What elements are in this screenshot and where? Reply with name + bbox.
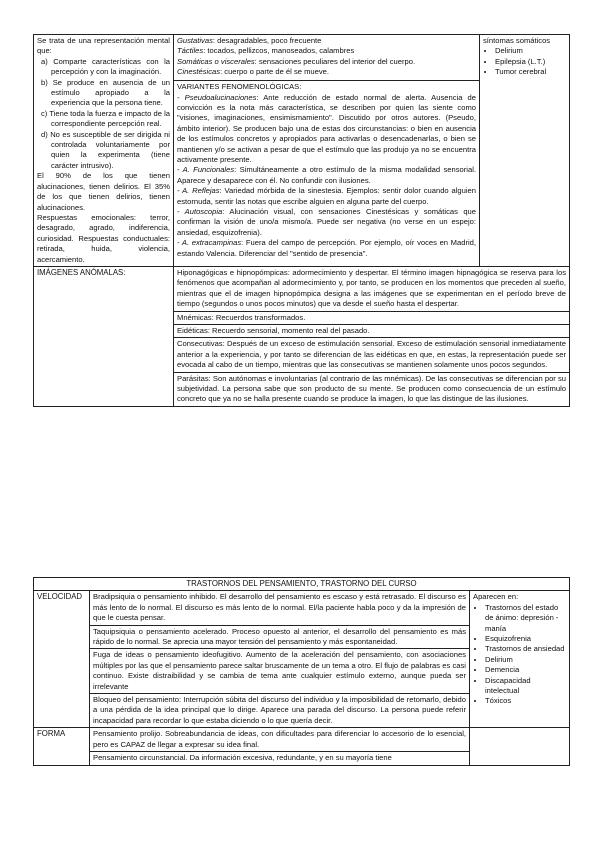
definition-item-b: b) Se produce en ausencia de un estímulo apropiado a la experiencia que la persona tiene. <box>41 77 170 108</box>
definition-item-a: a) Comparte características con la percepción y con la imaginación. <box>41 56 170 77</box>
desc: : Son autónomas e involuntarias (al contrario de las mnémicas). De las consecutivas se diferencian por su subjetividad. La persona sabe que son producto de su mente. Se producen como consecuencia de un estímulo concreto que ya no se halla presente cuando se produce la imagen, lo que las distingue de las ilusiones. <box>177 373 566 404</box>
term: - Autoscopia <box>177 206 223 216</box>
definition-cell <box>34 35 174 267</box>
forma-circunstancial: Pensamiento circunstancial. Da información excesiva, redundante, y en su mayoría tiene <box>90 752 470 765</box>
term: - A. Funcionales <box>177 165 235 175</box>
term: Parásitas <box>177 373 209 383</box>
desc: : adormecimiento y despertar. El término imagen hipnagógica se reserva para los fenómenos que acompañan al adormecimiento y, por tanto, se producen en los momentos que preceden al sueño, mientras que el de imagen hipnopómpica designa a las imágenes que se experimentan en el período breve de tiempo (segundos o unos pocos minutos) que va desde el sueño hasta el despertar. <box>177 267 567 309</box>
desc: : sensaciones peculiares del interior del cuerpo. <box>254 56 416 66</box>
cause-item: • Delirium <box>495 46 566 56</box>
desc: : Ante reducción de estado normal de alerta. Ausencia de convicción es la nota más característica, se describen por quien las siente como "visiones, imaginaciones, ensimismamiento". Discutido por otros autores. (Pseudo, ámbito interior). Se producen bajo una de estas dos circunstancias: o bien en ausencia de los estímulos concretos y apropiados para activarlas o desencadenarlas, o bien se mantienen y/o se activan a pesar de que el estímulo que las produjo ya no se encuentra activamente presente. <box>177 92 476 164</box>
statistics-text: El 90% de los que tienen alucinaciones, tienen delirios. El 35% de los que tienen delirios, tienen alucinaciones. <box>37 171 170 212</box>
forma-prolijo: Pensamiento prolijo. Sobreabundancia de ideas, con dificultades para diferenciar lo accesorio de lo esencial, pero es CAPAZ de llegar a expresar su idea final. <box>90 728 470 752</box>
desc: : Fuera del campo de percepción. Por ejemplo, oír voces en Madrid, estando Valencia. Diferenciar del "sentido de presencia". <box>177 238 476 258</box>
variant-funcionales <box>177 165 476 186</box>
appears-in-title: Aparecen en: <box>473 592 519 602</box>
term: Mnémicas <box>177 312 212 322</box>
appears-in-item: • Discapacidad intelectual <box>485 676 566 697</box>
desc: : Recuerdo sensorial, momento real del pasado. <box>207 325 370 335</box>
appears-in-item: • Tóxicos <box>485 696 566 706</box>
anomalous-images-label: IMÁGENES ANÓMALAS: <box>34 266 174 406</box>
desc: : cuerpo o parte de él se mueve. <box>220 67 329 77</box>
type-cinestesicas <box>177 67 476 77</box>
appears-in-item: • Esquizofrenia <box>485 634 566 644</box>
velocidad-bloqueo: Bloqueo del pensamiento: Interrupción súbita del discurso del individuo y la imposibilidad de retomarlo, debido a una pérdida de la idea principal que lo dirige. Aparece una parada del discurso. La persona puede referir incapacidad para recordar lo que estaba diciendo o lo que quería decir. <box>90 694 470 728</box>
velocidad-bradipsiquia: Bradipsiquia o pensamiento inhibido. El desarrollo del pensamiento es escaso y está retrasado. El discurso es más lento de lo normal. El discurso es más lento de lo normal. El/la paciente habla poco y da la impresión de que le cuesta pensar. <box>90 591 470 625</box>
type-tactiles <box>177 46 476 56</box>
cause-item: • Epilepsia (L.T.) <box>495 57 566 67</box>
variant-reflejas <box>177 186 476 207</box>
appears-in-list <box>473 603 566 707</box>
anomalous-hipnagogicas <box>174 266 570 311</box>
causes-intro: síntomas somáticos <box>483 36 551 45</box>
definition-item-d: d) No es susceptible de ser dirigida ni controlada voluntariamente por quien la experimenta (tiene carácter intrusivo). <box>41 129 170 170</box>
appears-in-item: • Trastornos de ansiedad <box>485 644 566 654</box>
desc: : Variedad mórbida de la sinestesia. Ejemplos: sentir dolor cuando alguien estornuda, sentir las notas que escribe alguien en alguna parte del cuerpo. <box>177 186 476 206</box>
causes-list <box>483 46 566 77</box>
thought-disorders-table <box>33 577 570 766</box>
term: Eidéticas <box>177 325 208 335</box>
anomalous-consecutivas <box>174 338 570 372</box>
anomalous-parasitas <box>174 372 570 406</box>
desc: : Simultáneamente a otro estímulo de la misma modalidad sensorial. Aparece y desaparece con él. No confundir con ilusiones. <box>177 165 476 185</box>
term: - A. Reflejas <box>177 186 220 196</box>
forma-label: FORMA <box>34 728 90 765</box>
causes-cell <box>480 35 570 267</box>
forma-empty-cell <box>470 728 570 765</box>
term: Táctiles <box>177 46 204 56</box>
term: Hiponagógicas e hipnopómpicas <box>177 267 288 277</box>
velocidad-fuga-ideas: Fuga de ideas o pensamiento ideofugitivo. Aumento de la aceleración del pensamiento, con asociaciones múltiples por las que el pensamiento parece saltar bruscamente de un tema a otro. El flujo de palabras es casi continuo. Existe distraibilidad y se cambia de tema ante cualquier estímulo externo, aunque pueda ser irrelevante <box>90 649 470 694</box>
appears-in-cell <box>470 591 570 728</box>
desc: : tocados, pellizcos, manoseados, calambres <box>203 46 355 56</box>
definition-intro: Se trata de una representación mental que: <box>37 36 170 56</box>
variant-pseudo <box>177 93 476 166</box>
anomalous-mnemicas <box>174 311 570 324</box>
sensory-types-cell <box>174 35 480 81</box>
desc: : Recuerdos transformados. <box>211 312 306 322</box>
variant-autoscopia <box>177 207 476 238</box>
term: - A. extracampinas <box>177 238 242 248</box>
velocidad-label: VELOCIDAD <box>34 591 90 728</box>
velocidad-taquipsiquia: Taquipsiquia o pensamiento acelerado. Proceso opuesto al anterior, el desarrollo del pensamiento es más rápido de lo normal. Se aprecia una mayor tensión del pensamiento y más espontaneidad. <box>90 625 470 649</box>
definition-item-c: c) Tiene toda la fuerza e impacto de la correspondiente percepción real. <box>41 108 170 129</box>
appears-in-item: • Trastornos del estado de ánimo: depresión - manía <box>485 603 566 634</box>
type-gustativas <box>177 36 476 46</box>
variant-extracampinas <box>177 238 476 259</box>
variants-cell <box>174 81 480 267</box>
term: Consecutivas <box>177 339 223 349</box>
desc: : Alucinación visual, con sensaciones Cinestésicas y somáticas que confirman la visión de uno/a mismo/a. Puede ser negativa (no verse en un espejo: ansiedad, esquizofrenia). <box>177 206 476 237</box>
desc: : desagradables, poco frecuente <box>212 36 322 45</box>
cause-item: • Tumor cerebral <box>495 67 566 77</box>
term: - Pseudoalucinaciones <box>177 92 257 102</box>
term: Somáticas o viscerales <box>177 56 255 66</box>
anomalous-eideticas <box>174 324 570 337</box>
emotional-responses-text: Respuestas emocionales: terror, desagrado, agrado, indiferencia, curiosidad. Respuestas conductuales: retirada, huida, violencia, acercamiento. <box>37 212 170 264</box>
term: Gustativas <box>177 36 213 45</box>
variants-title: VARIANTES FENOMENOLÓGICAS: <box>177 82 302 92</box>
term: Cinestésicas <box>177 67 221 77</box>
table-header: TRASTORNOS DEL PENSAMIENTO, TRASTORNO DEL CURSO <box>34 578 570 591</box>
type-somaticas <box>177 57 476 67</box>
appears-in-item: • Delirium <box>485 655 566 665</box>
hallucinations-table <box>33 34 570 407</box>
desc: : Después de un exceso de estimulación sensorial. Exceso de estimulación sensorial inmediatamente anterior a la experiencia, y por tanto se diferencian de las eidéticas en que, en estas, la representación puede ser evocada al cabo de un tiempo, mientras que las consecutivas se mantienen solamente unos pocos segundos. <box>177 339 566 370</box>
appears-in-item: • Demencia <box>485 665 566 675</box>
